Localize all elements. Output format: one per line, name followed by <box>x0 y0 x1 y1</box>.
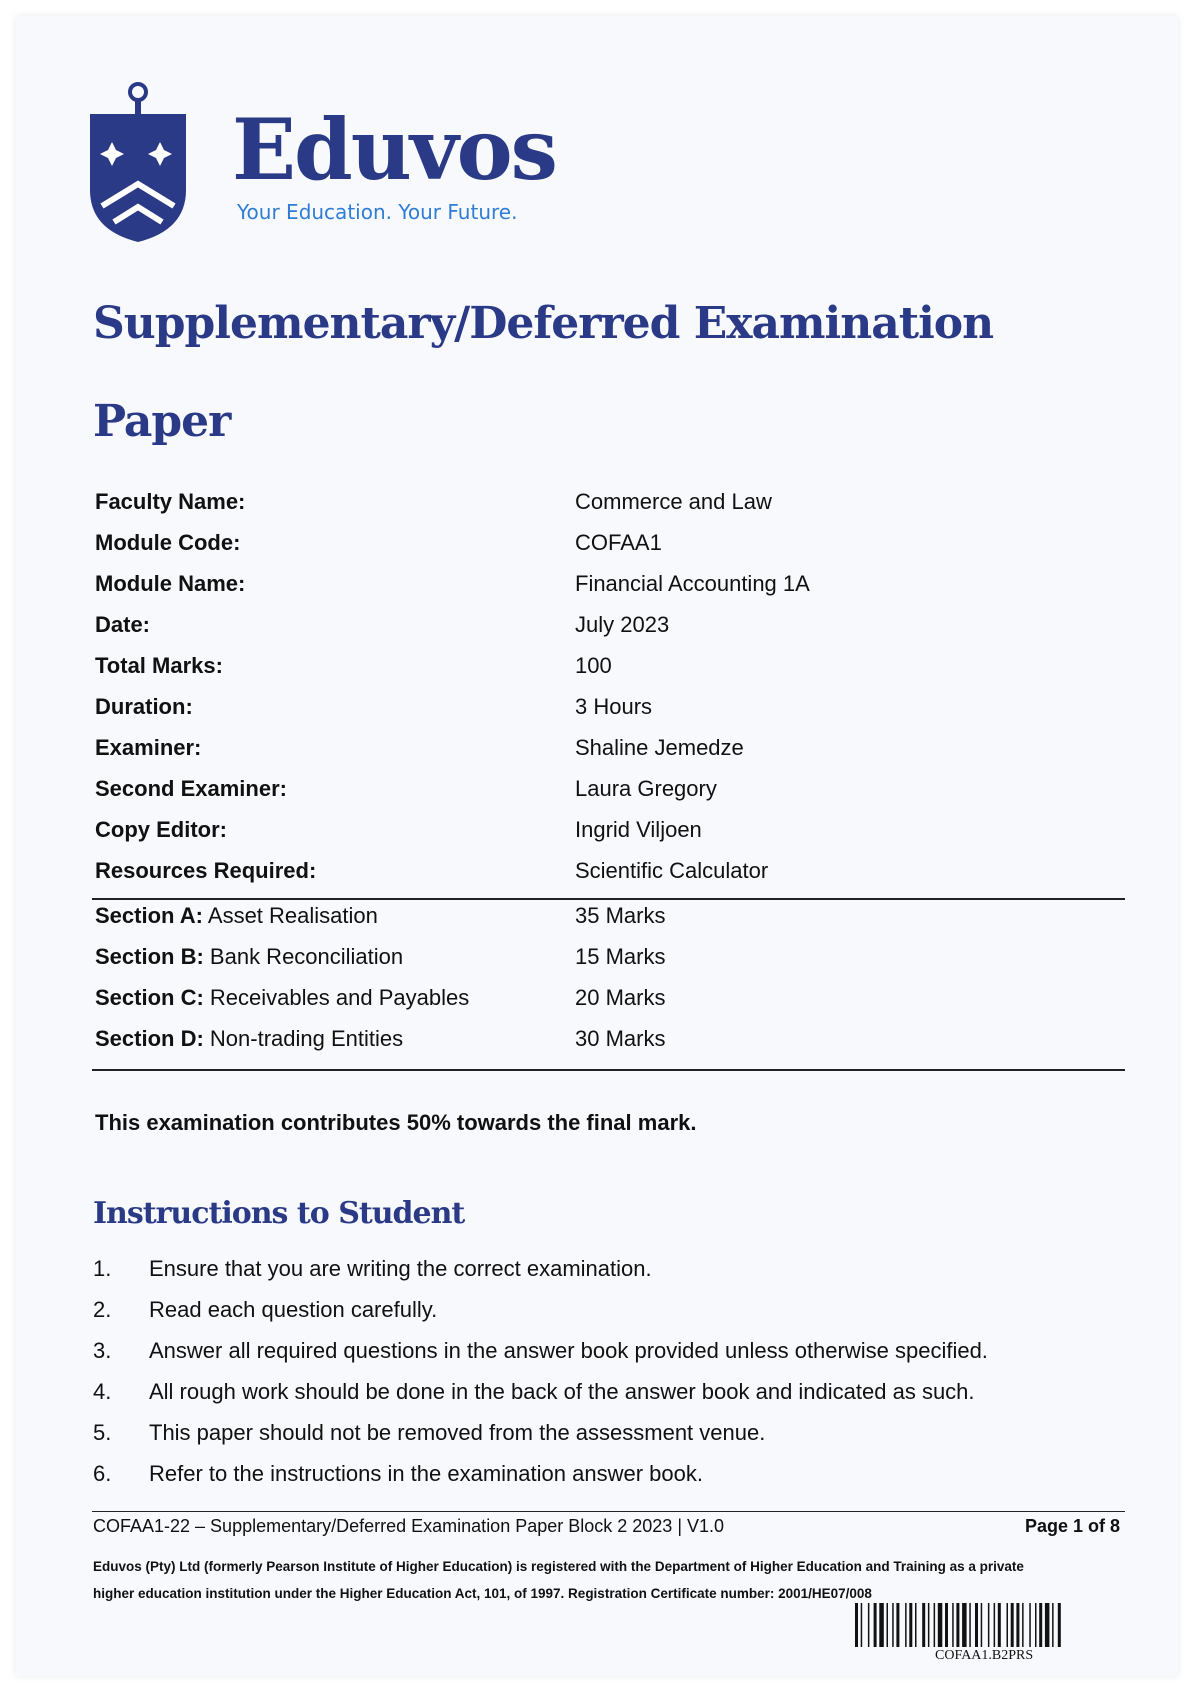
instruction-text: All rough work should be done in the back of the answer book and indicated as such. <box>149 1379 975 1404</box>
detail-label: Total Marks: <box>95 653 223 678</box>
instruction-item <box>93 1420 1123 1450</box>
detail-label: Second Examiner: <box>95 776 287 801</box>
instruction-item <box>93 1256 1123 1286</box>
detail-row <box>95 817 1125 847</box>
detail-label: Faculty Name: <box>95 489 246 514</box>
section-row <box>95 903 1125 933</box>
section-name: Bank Reconciliation <box>209 944 404 969</box>
section-name: Non-trading Entities <box>209 1026 404 1051</box>
instructions-heading: Instructions to Student <box>93 1196 465 1231</box>
detail-label: Date: <box>95 612 151 637</box>
detail-label: Duration: <box>95 694 193 719</box>
section-name: Asset Realisation <box>207 903 378 928</box>
section-row <box>95 944 1125 974</box>
detail-value: July 2023 <box>575 612 670 637</box>
footer-legal-line: Eduvos (Pty) Ltd (formerly Pearson Institute of Higher Education) is registered with the Department of Higher Education and Training as a private <box>93 1559 1024 1574</box>
section-table-top-divider <box>92 898 1125 900</box>
detail-row <box>95 530 1125 560</box>
detail-row <box>95 735 1125 765</box>
section-prefix: Section B: <box>95 944 204 969</box>
instruction-text: Read each question carefully. <box>149 1297 438 1322</box>
detail-label: Module Code: <box>95 530 241 555</box>
section-prefix: Section C: <box>95 985 204 1010</box>
instruction-text: This paper should not be removed from the assessment venue. <box>149 1420 766 1445</box>
eduvos-shield-logo <box>90 80 210 260</box>
instruction-item <box>93 1338 1123 1368</box>
detail-value: Laura Gregory <box>575 776 717 801</box>
footer-divider <box>92 1511 1125 1512</box>
detail-value: Financial Accounting 1A <box>575 571 810 596</box>
instruction-text: Ensure that you are writing the correct examination. <box>149 1256 652 1281</box>
detail-row <box>95 858 1125 888</box>
detail-label: Resources Required: <box>95 858 317 883</box>
detail-value: 100 <box>575 653 612 678</box>
detail-row <box>95 571 1125 601</box>
detail-label: Examiner: <box>95 735 202 760</box>
footer-document-reference: COFAA1-22 – Supplementary/Deferred Examination Paper Block 2 2023 | V1.0 <box>93 1516 725 1536</box>
detail-value: COFAA1 <box>575 530 662 555</box>
barcode-label: COFAA1.B2PRS <box>935 1648 1034 1663</box>
footer-page-number: Page 1 of 8 <box>1024 1516 1120 1536</box>
brand-tagline: Your Education. Your Future. <box>237 200 518 224</box>
footer-legal-line: higher education institution under the Higher Education Act, 101, of 1997. Registration Certificate number: 2001/HE07/008 <box>93 1586 872 1601</box>
section-marks: 15 Marks <box>575 944 666 969</box>
instruction-number: 6. <box>93 1461 112 1486</box>
section-marks: 30 Marks <box>575 1026 666 1051</box>
section-row <box>95 985 1125 1015</box>
detail-value: Ingrid Viljoen <box>575 817 702 842</box>
section-prefix: Section D: <box>95 1026 204 1051</box>
section-prefix: Section A: <box>95 903 203 928</box>
instruction-number: 1. <box>93 1256 112 1281</box>
instruction-item <box>93 1461 1123 1491</box>
barcode-image <box>855 1603 1125 1647</box>
instruction-text: Refer to the instructions in the examination answer book. <box>149 1461 703 1486</box>
detail-row <box>95 694 1125 724</box>
instruction-item <box>93 1379 1123 1409</box>
section-marks: 35 Marks <box>575 903 666 928</box>
instruction-number: 5. <box>93 1420 112 1445</box>
detail-value: 3 Hours <box>575 694 653 719</box>
detail-value: Commerce and Law <box>575 489 772 514</box>
section-marks: 20 Marks <box>575 985 666 1010</box>
detail-row <box>95 612 1125 642</box>
instruction-text: Answer all required questions in the answer book provided unless otherwise specified. <box>149 1338 988 1363</box>
document-title-line1: Supplementary/Deferred Examination <box>93 298 994 349</box>
section-name: Receivables and Payables <box>209 985 470 1010</box>
detail-row <box>95 653 1125 683</box>
detail-row <box>95 776 1125 806</box>
detail-label: Copy Editor: <box>95 817 227 842</box>
document-title-line2: Paper <box>93 396 231 447</box>
instruction-number: 3. <box>93 1338 112 1363</box>
instruction-number: 2. <box>93 1297 112 1322</box>
footer-legal-notice <box>93 1553 1133 1607</box>
detail-value: Shaline Jemedze <box>575 735 744 760</box>
instruction-item <box>93 1297 1123 1327</box>
section-table-bottom-divider <box>92 1069 1125 1071</box>
brand-name: Eduvos <box>232 100 556 199</box>
detail-label: Module Name: <box>95 571 246 596</box>
detail-value: Scientific Calculator <box>575 858 769 883</box>
instruction-number: 4. <box>93 1379 112 1404</box>
detail-row <box>95 489 1125 519</box>
contribution-note: This examination contributes 50% towards the final mark. <box>95 1110 697 1135</box>
section-row <box>95 1026 1125 1056</box>
